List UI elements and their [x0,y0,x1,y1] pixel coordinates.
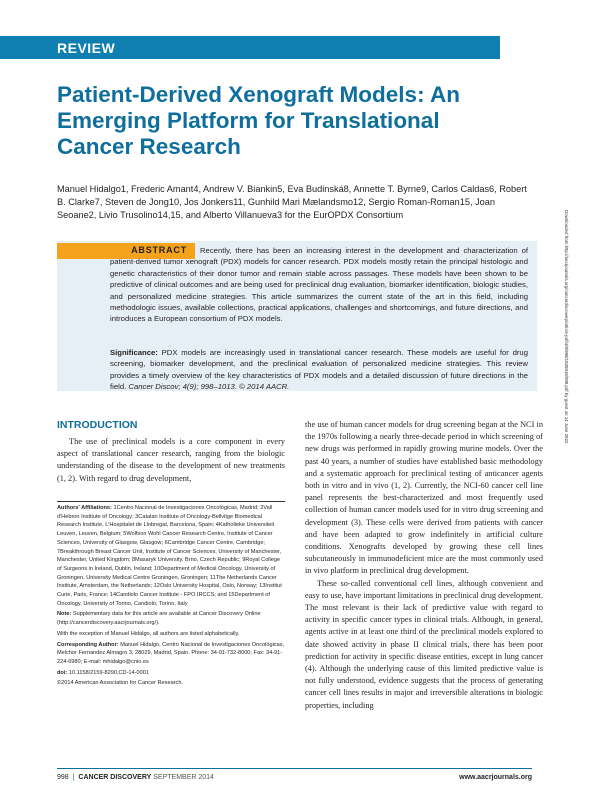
corresponding-label: Corresponding Author: [57,641,119,648]
note-text: Supplementary data for this article are available at Cancer Discovery Online (http://cancerdiscovery.aacrjournals.org/). [57,611,261,627]
download-note: Downloaded from http://aacrjournals.org/cancerdiscovery/article-pdf/4/9/998/1835918/998.pdf by guest on 14 June 2022 [564,210,569,444]
journal-url[interactable]: www.aacrjournals.org [459,774,532,781]
article-title: Patient-Derived Xenograft Models: An Emerging Platform for Translational Cancer Research [57,82,460,159]
footer-divider [57,768,532,769]
journal-name: CANCER DISCOVERY [78,774,152,781]
significance-paragraph [110,347,528,393]
intro-text: The use of preclinical models is a core component in every aspect of translational cancer research, ranging from the biologic understanding of the disease to the development of new treatments (1, 2). With regard to drug development, [57,437,285,483]
section-label: REVIEW [57,40,116,56]
intro-heading: INTRODUCTION [57,419,138,431]
right-paragraph-1: the use of human cancer models for drug screening began at the NCI in the 1970s following a nearly three-decade period in which screening of new drugs was performed in rapidly growing murine models. Over the past 40 years, a number of studies have established basic methodology and a systematic approach for preclinical testing of anticancer agents both in vitro and in vivo (1, 2). Currently, the NCI-60 cancer cell line panel represents the best-characterized and most frequently used collection of human cancer models used for in vitro drug screening and development (3). These cells were derived from patients with cancer and have been adapted to grow indefinitely in artificial culture conditions. Xenografts developed by growing these cell lines subcutaneously in immunodeficient mice are the most commonly used in vivo platform in preclinical drug development. [305,420,543,576]
page-number: 998 [57,774,69,781]
abstract-label: ABSTRACT [131,245,187,255]
author-list: Manuel Hidalgo1, Frederic Amant4, Andrew V. Biankin5, Eva Budinská8, Annette T. Byrne9, Carlos Caldas6, Robert B. Clarke7, Steven de Jong10, Jos Jonkers11, Gunhild Mari Mælandsmo12, Sergio Roman-Roman15, Joan Seoane2, Livio Trusolino14,15, and Alberto Villanueva3 for the EurOPDX Consortium [57,184,527,220]
footer-left [57,774,214,781]
right-paragraph-2: These so-called conventional cell lines, although convenient and easy to use, have important limitations in preclinical drug development. The most relevant is their lack of predictive value with regard to activity in specific cancer types in clinical trials. Although, in general, agents active in at least one third of the preclinical models explored to date showed activity in phase II clinical trials, there has been poor prediction for activity in specific disease entities, except in lung cancer (4). Although the underlying cause of this limited predictive value is not fully understood, evidence suggests that the process of generating cancer cell lines results in major and irreversible alterations in biologic properties, including [305,578,544,710]
affiliation-divider [57,501,285,502]
note-paragraph [57,610,285,627]
section-banner [0,36,500,59]
download-sidebar [563,210,575,580]
affiliations-label: Authors' Affiliations: [57,505,112,511]
abstract-citation: Cancer Discov; 4(9); 998–1013. © 2014 AACR. [128,382,290,392]
affiliation-paragraph [57,504,285,608]
doi-label: doi: [57,669,68,676]
abstract-body: Recently, there has been an increasing interest in the development and characterization of patient-derived tumor xenograft (PDX) models for cancer research. PDX models mostly retain the principal histologic and genetic characteristics of their donor tumor and remain stable across passages. These models have been shown to be predictive of clinical outcomes and are being used for preclinical drug evaluation, biomarker identification, biologic studies, and personalized medicine strategies. This article summarizes the current state of the art in this field, including methodologic issues, available collections, practical applications, challenges and shortcomings, and future directions, and introduces a European consortium of PDX models. [110,246,528,324]
doi-link[interactable]: 10.1158/2159-8290.CD-14-0001 [68,669,149,676]
abstract-text [110,245,528,325]
affiliations-block [57,504,285,690]
right-column [305,419,543,712]
copyright-line: ©2014 American Association for Cancer Research. [57,680,184,687]
corresponding-text: Manuel Hidalgo, Centro Nacional de Investigaciones Oncológicas, Melchor Fernandez Almagro 3, 28029, Madrid, Spain. Phone: 34-91-732-8000; Fax: 34-91-224-6980; E-mail: mhidalgo@cnio.es [57,641,285,665]
author-order-note: With the exception of Manuel Hidalgo, all authors are listed alphabetically. [57,630,240,637]
significance-label: Significance: [110,348,158,357]
significance-text: PDX models are increasingly used in translational cancer research. These models are useful for drug screening, biomarker development, and the preclinical evaluation of personalized medicine strategies. This review provides a timely overview of the key characteristics of PDX models and a detailed discussion of future directions in the field. [110,348,528,392]
corresponding-paragraph [57,641,285,667]
footer-separator: | [72,774,75,781]
issue-date: SEPTEMBER 2014 [153,774,214,781]
intro-paragraph [57,436,285,485]
note-label: Note: [57,611,72,618]
doi-paragraph [57,669,285,678]
affiliations-text: 1Centro Nacional de Investigaciones Oncológicas, Madrid; 2Vall d'Hebron Institute of Oncology; 3Catalan Institute of Oncology-Bellvitge Biomedical Research Institute, L'Hospitalet de Llobregat, Barcelona, Spain; 4Katholieke Universiteit Leuven, Leuven, Belgium; 5Wolfson Wohl Cancer Research Centre, Institute of Cancer Sciences, University of Glasgow, Glasgow; 6Cambridge Cancer Centre, Cambridge; 7Breakthrough Breast Cancer Unit, Institute of Cancer Sciences, University of Manchester, Manchester, United Kingdom; 8Masaryk University, Brno, Czech Republic; 9Royal College of Surgeons in Ireland, Dublin, Ireland; 10Department of Medical Oncology, University of Groningen, University Medical Centre Groningen, Groningen; 11The Netherlands Cancer Institute, Amsterdam, the Netherlands; 12Oslo University Hospital, Oslo, Norway; 13Institut Curie, Paris, France; 14Candiolo Cancer Institute - FPO IRCCS; and 15Department of Oncology, University of Torino, Candiolo, Torino, Italy [57,505,282,607]
